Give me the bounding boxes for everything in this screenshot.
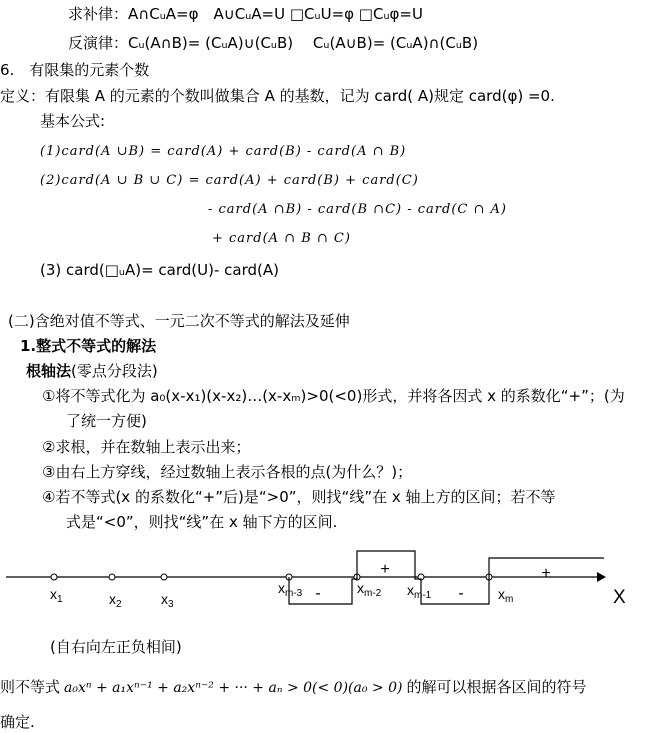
root-label-xm-3-sub: m-3 [285,588,303,599]
axis-name: X [613,587,626,608]
root-label-xm-sub: m [505,594,514,605]
root-label-x2-sub: 2 [116,599,122,610]
step-4-line-b: 式是“<0”，则找“线”在 x 轴下方的区间. [66,513,338,531]
root-label-x2-base: x [109,591,116,607]
conclusion-line-1 [0,677,587,698]
root-label-x3-base: x [161,591,168,607]
root-label-x1-sub: 1 [57,594,63,605]
root-label-xm-base: x [498,586,505,602]
root-label-xm-3-base: x [278,580,285,596]
complement-law: 求补律：A∩CᵤA=φ A∪CᵤA=U □CᵤU=φ □Cᵤφ=U [68,5,423,23]
sign-minus-2: - [458,585,464,602]
conclusion-suffix: 的解可以根据各区间的符号 [406,678,587,696]
demorgan-law: 反演律：Cᵤ(A∩B)= (CᵤA)∪(CᵤB) Cᵤ(A∪B)= (CᵤA)∩(CᵤB) [68,34,479,52]
step-1-line-a: ①将不等式化为 a₀(x-x₁)(x-x₂)…(x-xₘ)>0(<0)形式，并将各因式 x 的系数化“+”；(为 [42,387,625,405]
section-6-heading: 6. 有限集的元素个数 [0,61,150,79]
root-label-x1-base: x [50,586,57,602]
conclusion-prefix: 则不等式 [0,678,61,696]
polynomial-inequality: a₀xⁿ + a₁xⁿ⁻¹ + a₂xⁿ⁻² + ··· + aₙ > 0(< 0)(a₀ > 0) [64,680,403,696]
subsection-1-heading: 1.整式不等式的解法 [20,337,157,355]
formula-3: (3) card(□ᵤA)= card(U)- card(A) [40,261,279,279]
formula-2b: - card(A ∩B) - card(B ∩C) - card(C ∩ A) [208,202,507,217]
root-label-xm-1-sub: m-1 [414,590,432,601]
formula-2a: (2)card(A ∪ B ∪ C) = card(A) + card(B) + card(C) [40,173,419,188]
section-2-heading: (二)含绝对值不等式、一元二次不等式的解法及延伸 [8,312,350,330]
sign-minus-1: - [315,585,321,602]
axis-caption: (自右向左正负相间) [50,638,182,656]
step-2: ②求根，并在数轴上表示出来； [42,438,251,456]
root-label-xm-2 [357,580,381,599]
root-point-x3 [161,574,167,580]
root-label-xm [498,586,513,605]
root-label-xm-2-base: x [357,580,364,596]
formula-1: (1)card(A ∪B) = card(A) + card(B) - card(A ∩ B) [40,144,407,159]
root-label-xm-2-sub: m-2 [364,588,382,599]
step-1-line-b: 了统一方便) [66,412,147,430]
sign-plus-1: + [380,561,390,578]
root-point-x2 [109,574,115,580]
sign-plus-2: + [541,565,551,582]
axis-arrow [597,572,606,582]
root-label-xm-1-base: x [407,582,414,598]
step-3: ③由右上方穿线，经过数轴上表示各根的点(为什么？)； [42,463,413,481]
root-label-xm-1 [407,582,431,601]
root-label-x1 [50,586,63,605]
root-label-x2 [109,591,122,610]
root-label-xm-3 [278,580,302,599]
formula-2c: + card(A ∩ B ∩ C) [212,231,351,246]
definition-text: 定义：有限集 A 的元素的个数叫做集合 A 的基数，记为 card( A)规定 card(φ) =0. [0,87,555,105]
basic-formula-label: 基本公式: [40,112,106,130]
root-label-x3 [161,591,174,610]
step-4-line-a: ④若不等式(x 的系数化“+”后)是“>0”，则找“线”在 x 轴上方的区间；若不等 [42,488,556,506]
root-label-x3-sub: 3 [168,599,174,610]
conclusion-line-2: 确定. [0,713,35,731]
method-title: 根轴法 [26,362,72,380]
method-note: (零点分段法) [71,362,158,380]
root-point-x1 [51,574,57,580]
